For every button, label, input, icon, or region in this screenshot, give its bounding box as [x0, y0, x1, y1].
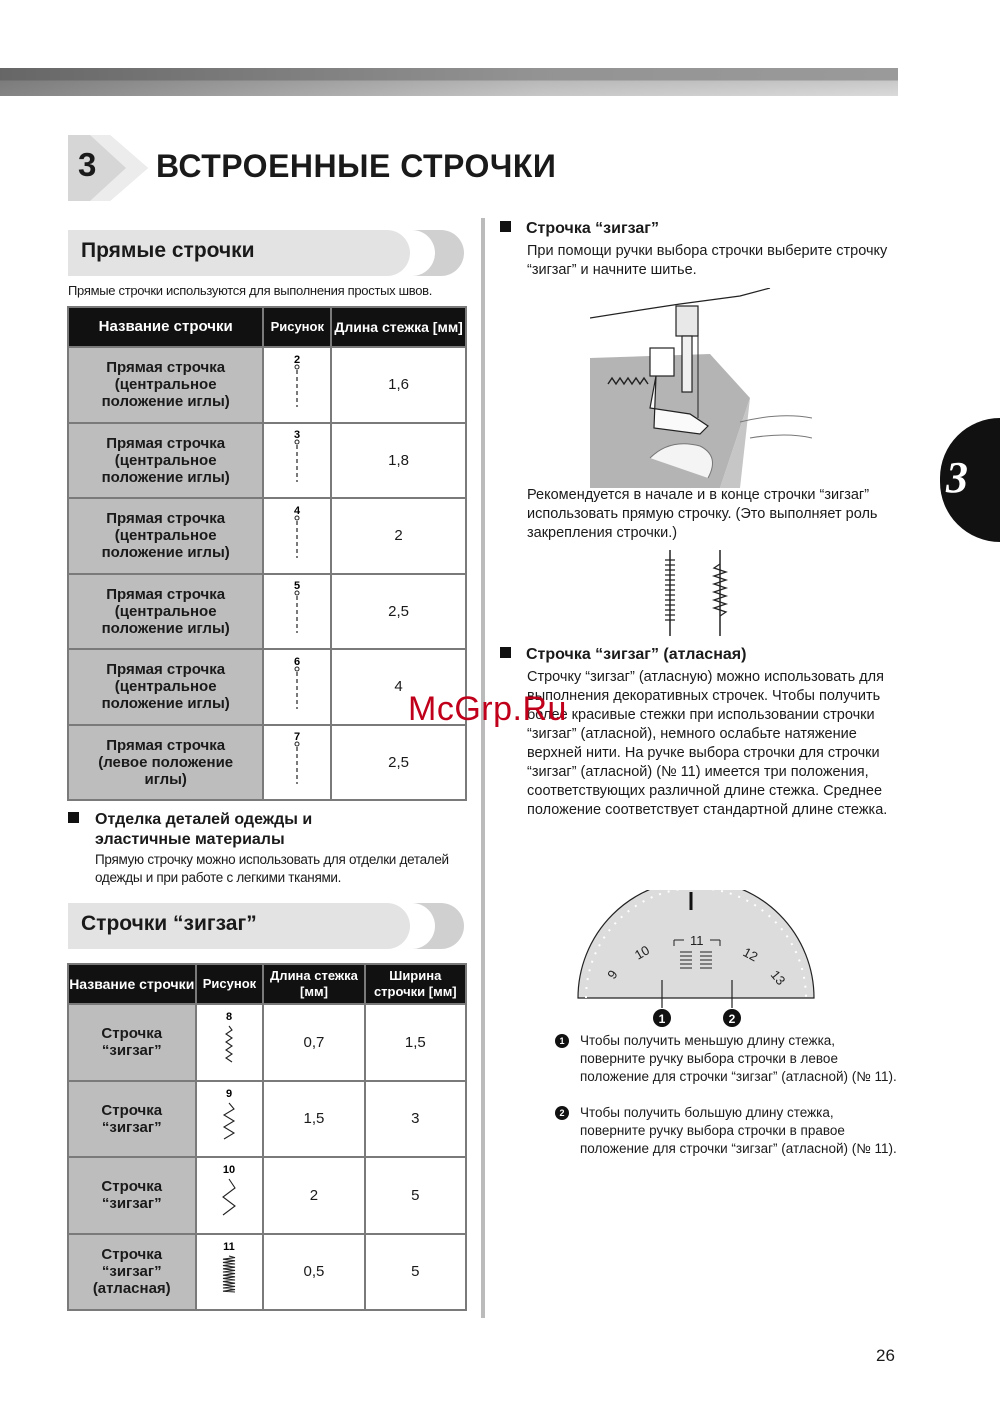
table-row: [68, 649, 466, 725]
table-row: [68, 1004, 466, 1081]
stitch-pattern: [263, 347, 331, 423]
stitch-sample-illustration: [650, 550, 740, 638]
stitch-name: Прямая строчка (центральное положение иглы): [68, 498, 263, 574]
straight-stitch-pattern-icon: [282, 504, 312, 564]
col-header-name: Название строчки: [68, 964, 196, 1004]
svg-text:2: 2: [294, 353, 301, 366]
stitch-length: 2: [263, 1157, 364, 1234]
dial-illustration: [576, 890, 816, 1030]
table-row: [68, 1157, 466, 1234]
straight-stitch-pattern-icon: [282, 428, 312, 488]
header-bar: [0, 68, 898, 96]
straight-stitch-table: [67, 306, 467, 801]
bullet-square-icon: [500, 221, 511, 232]
watermark: McGrp.Ru: [408, 690, 567, 728]
banner-tail-icon: [412, 230, 464, 276]
table-row: [68, 1081, 466, 1158]
stitch-pattern: [196, 1157, 264, 1234]
svg-text:10: 10: [223, 1164, 236, 1177]
stitch-length: 1,6: [331, 347, 466, 423]
zigzag-subtitle: Строчка “зигзаг”: [526, 220, 659, 237]
stitch-name: Прямая строчка (центральное положение иглы): [68, 423, 263, 499]
svg-text:3: 3: [294, 429, 301, 442]
col-header-length: Длина стежка [мм]: [263, 964, 364, 1004]
svg-text:5: 5: [294, 580, 301, 593]
stitch-pattern: [196, 1004, 264, 1081]
stitch-pattern: [196, 1234, 264, 1311]
stitch-name: Прямая строчка (центральное положение иглы): [68, 649, 263, 725]
zigzag-stitch-pattern-icon: [214, 1163, 244, 1223]
svg-text:1: 1: [658, 1012, 666, 1026]
stitch-length: 4: [331, 649, 466, 725]
satin-text: Строчку “зигзаг” (атласную) можно использовать для выполнения декоративных строчек. Чтобы получить более красивые стежки при использовании строчки “зигзаг” (атласной), немного ослабьте натяжение верхней нити. На ручке выбора строчки для строчки “зигзаг” (атласной) (№ 11) имеется три положения, соответствующих различной длине стежка. Среднее положение соответствует стандартной длине стежка.: [527, 669, 888, 818]
svg-text:6: 6: [294, 655, 301, 668]
note-1: [555, 1032, 900, 1104]
stitch-name: Прямая строчка (левое положение иглы): [68, 725, 263, 801]
svg-text:11: 11: [690, 933, 704, 948]
table-header-row: [68, 307, 466, 347]
note-text: Чтобы получить меньшую длину стежка, поверните ручку выбора строчки в левое положение для строчки “зигзаг” (атласной) (№ 11).: [580, 1033, 897, 1084]
stitch-name: Прямая строчка (центральное положение иглы): [68, 574, 263, 650]
stitch-length: 0,7: [263, 1004, 364, 1081]
table-row: [68, 498, 466, 574]
straight-stitch-pattern-icon: [282, 730, 312, 790]
note-text: Чтобы получить большую длину стежка, поверните ручку выбора строчки в правое положение для строчки “зигзаг” (атласной) (№ 11).: [580, 1105, 897, 1156]
straight-stitch-pattern-icon: [282, 655, 312, 715]
dial-label-11: [690, 933, 704, 948]
svg-text:9: 9: [604, 967, 621, 982]
stitch-name: Строчка “зигзаг”: [68, 1004, 196, 1081]
stitch-length: 1,8: [331, 423, 466, 499]
table-row: [68, 1234, 466, 1311]
section-banner-straight: [68, 230, 464, 276]
note-marker: 2: [555, 1106, 569, 1120]
straight-stitch-pattern-icon: [282, 579, 312, 639]
zigzag-stitch-pattern-icon: [214, 1240, 244, 1300]
stitch-pattern: [263, 423, 331, 499]
stitch-pattern: [263, 574, 331, 650]
col-header-length: Длина стежка [мм]: [331, 307, 466, 347]
bullet-square-icon: [68, 812, 79, 823]
svg-text:7: 7: [294, 731, 301, 744]
svg-text:10: 10: [632, 942, 653, 963]
bullet-square-icon: [500, 647, 511, 658]
stitch-length: 2: [331, 498, 466, 574]
banner-tail-icon: [412, 903, 464, 949]
stitch-name: Прямая строчка (центральное положение иглы): [68, 347, 263, 423]
stitch-length: 0,5: [263, 1234, 364, 1311]
straight-stitch-pattern-icon: [282, 353, 312, 413]
svg-text:12: 12: [740, 944, 761, 965]
svg-text:9: 9: [226, 1087, 233, 1100]
stitch-pattern: [196, 1081, 264, 1158]
straight-intro: Прямые строчки используются для выполнения простых швов.: [68, 283, 433, 298]
note-marker: 1: [555, 1034, 569, 1048]
table-row: [68, 725, 466, 801]
stitch-name: Строчка “зигзаг” (атласная): [68, 1234, 196, 1311]
section-title-zigzag: Строчки “зигзаг”: [81, 912, 257, 935]
chapter-title: ВСТРОЕННЫЕ СТРОЧКИ: [156, 148, 557, 184]
zigzag-stitch-pattern-icon: [214, 1010, 244, 1070]
stitch-pattern: [263, 498, 331, 574]
satin-subtitle: Строчка “зигзаг” (атласная): [526, 646, 747, 663]
zigzag-stitch-pattern-icon: [214, 1087, 244, 1147]
table-row: [68, 347, 466, 423]
section-banner-zigzag: [68, 903, 464, 949]
svg-text:4: 4: [294, 504, 301, 517]
chapter-tab[interactable]: [940, 418, 1000, 542]
col-header-name: Название строчки: [68, 307, 263, 347]
chapter-number: 3: [78, 146, 97, 183]
stitch-width: 5: [365, 1234, 466, 1311]
stitch-width: 1,5: [365, 1004, 466, 1081]
finishing-title: Отделка деталей одежды и эластичные материалы: [95, 811, 313, 848]
column-divider: [481, 218, 485, 1318]
zigzag-recommend: Рекомендуется в начале и в конце строчки “зигзаг” использовать прямую строчку. (Это выполняет роль закрепления строчки.): [527, 487, 878, 541]
stitch-pattern: [263, 649, 331, 725]
col-header-width: Ширина строчки [мм]: [365, 964, 466, 1004]
chapter-tab-label: 3: [946, 453, 968, 502]
finishing-heading: [68, 810, 468, 848]
page-number: 26: [876, 1346, 895, 1365]
svg-text:13: 13: [767, 967, 789, 989]
zigzag-heading: [500, 219, 659, 239]
zigzag-text: При помощи ручки выбора строчки выберите строчку “зигзаг” и начните шитье.: [527, 243, 888, 278]
satin-heading: [500, 645, 746, 665]
col-header-pattern: Рисунок: [263, 307, 331, 347]
table-row: [68, 574, 466, 650]
col-header-pattern: Рисунок: [196, 964, 264, 1004]
finishing-text: Прямую строчку можно использовать для отделки деталей одежды и при работе с легкими тканями.: [95, 852, 449, 885]
stitch-name: Строчка “зигзаг”: [68, 1081, 196, 1158]
stitch-name: Строчка “зигзаг”: [68, 1157, 196, 1234]
zigzag-stitch-table: [67, 963, 467, 1311]
svg-text:11: 11: [223, 1240, 236, 1253]
stitch-length: 1,5: [263, 1081, 364, 1158]
sewing-foot-illustration: [590, 288, 812, 488]
stitch-width: 5: [365, 1157, 466, 1234]
table-header-row: [68, 964, 466, 1004]
svg-text:2: 2: [728, 1012, 736, 1026]
stitch-length: 2,5: [331, 725, 466, 801]
note-2: [555, 1104, 900, 1176]
section-title-straight: Прямые строчки: [81, 239, 255, 262]
stitch-width: 3: [365, 1081, 466, 1158]
stitch-pattern: [263, 725, 331, 801]
stitch-length: 2,5: [331, 574, 466, 650]
table-row: [68, 423, 466, 499]
svg-text:8: 8: [226, 1011, 233, 1024]
